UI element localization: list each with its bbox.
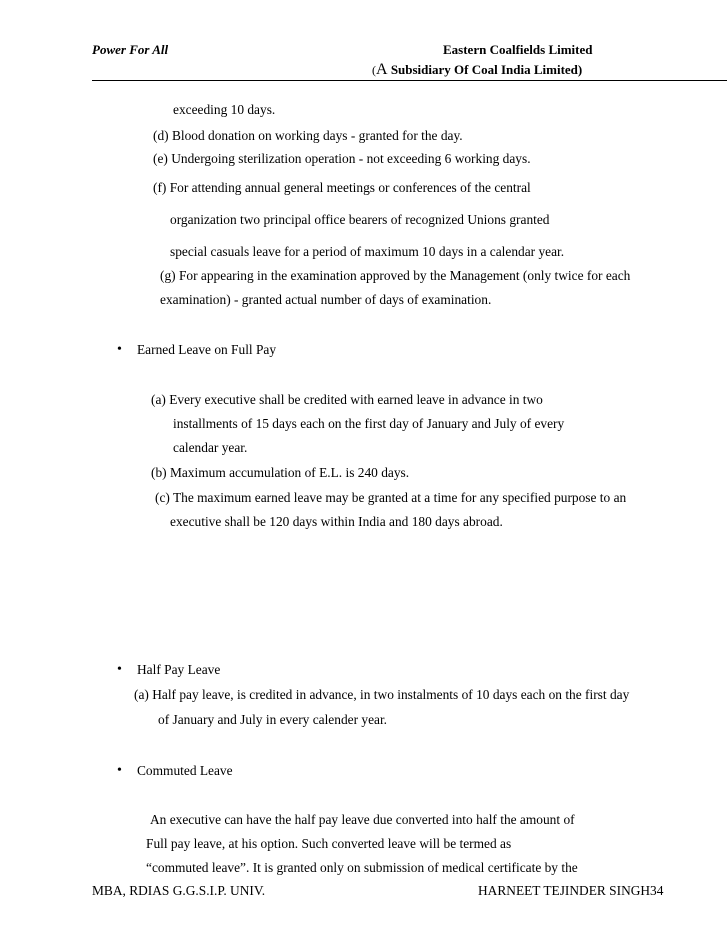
header-company: Eastern Coalfields Limited xyxy=(443,42,593,57)
header-tagline: Power For All xyxy=(92,42,169,57)
footer-author: HARNEET TEJINDER SINGH xyxy=(478,883,651,898)
page-number: 34 xyxy=(650,883,664,898)
bullet-icon: • xyxy=(117,342,122,357)
bullet-icon: • xyxy=(117,662,122,677)
text-line: “commuted leave”. It is granted only on submission of medical certificate by the xyxy=(146,860,578,875)
header-big-a: A xyxy=(376,61,388,78)
header-rule xyxy=(92,80,727,81)
section-heading: Commuted Leave xyxy=(137,763,233,778)
text-line: examination) - granted actual number of days of examination. xyxy=(160,292,492,307)
text-line: of January and July in every calender year. xyxy=(158,712,388,727)
text-line: organization two principal office bearers of recognized Unions granted xyxy=(170,212,550,227)
header-subsidiary-text: Subsidiary Of Coal India Limited) xyxy=(387,62,583,77)
text-line: exceeding 10 days. xyxy=(173,102,276,117)
section-heading: Half Pay Leave xyxy=(137,662,221,677)
header-paren: ( xyxy=(372,63,376,77)
text-line: (e) Undergoing sterilization operation - not exceeding 6 working days. xyxy=(153,151,531,166)
bullet-icon: • xyxy=(117,763,122,778)
header-subsidiary xyxy=(372,61,582,79)
text-line: (d) Blood donation on working days - granted for the day. xyxy=(153,128,463,143)
text-line: Full pay leave, at his option. Such converted leave will be termed as xyxy=(146,836,512,851)
text-line: special casuals leave for a period of maximum 10 days in a calendar year. xyxy=(170,244,565,259)
text-line: (a) Every executive shall be credited with earned leave in advance in two xyxy=(151,392,543,407)
text-line: An executive can have the half pay leave due converted into half the amount of xyxy=(150,812,575,827)
text-line: calendar year. xyxy=(173,440,248,455)
text-line: (a) Half pay leave, is credited in advance, in two instalments of 10 days each on the first day xyxy=(134,687,630,702)
footer-institution: MBA, RDIAS G.G.S.I.P. UNIV. xyxy=(92,883,266,898)
section-heading: Earned Leave on Full Pay xyxy=(137,342,277,357)
text-line: (f) For attending annual general meetings or conferences of the central xyxy=(153,180,531,195)
text-line: executive shall be 120 days within India and 180 days abroad. xyxy=(170,514,503,529)
text-line: (g) For appearing in the examination approved by the Management (only twice for each xyxy=(160,268,631,283)
text-line: (c) The maximum earned leave may be granted at a time for any specified purpose to an xyxy=(155,490,627,505)
text-line: (b) Maximum accumulation of E.L. is 240 days. xyxy=(151,465,410,480)
text-line: installments of 15 days each on the first day of January and July of every xyxy=(173,416,565,431)
